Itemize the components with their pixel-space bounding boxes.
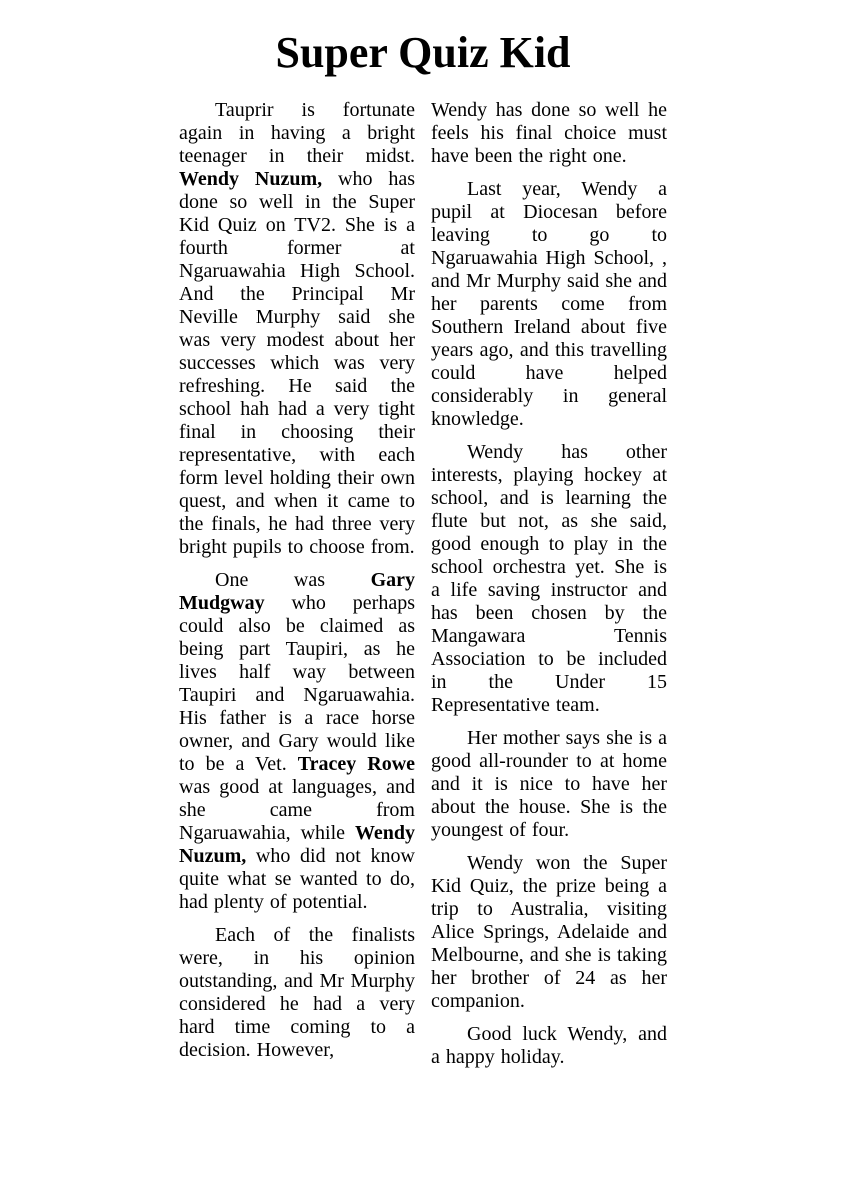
body-text: Tauprir is fortunate again in having a bright teenager in their midst.: [179, 99, 415, 167]
body-text: Her mother says she is a good all-rounder to at home and it is nice to have her about the house. She is the youngest of four.: [431, 727, 667, 841]
paragraph: [431, 99, 667, 168]
article-title: Super Quiz Kid: [275, 28, 571, 77]
body-text: One was: [215, 569, 371, 591]
bold-text: Gary Mudgway: [179, 569, 415, 614]
body-text: who did not know quite what se wanted to do, had plenty of potential.: [179, 845, 415, 913]
paragraph: [431, 178, 667, 431]
column-1: [179, 99, 415, 1079]
body-text: was good at languages, and she came from Ngaruawahia, while: [179, 776, 415, 844]
paragraph: [431, 1023, 667, 1069]
body-text: who perhaps could also be claimed as being part Taupiri, as he lives half way between Taupiri and Ngaruawahia. His father is a race horse owner, and Gary would like to be a Vet.: [179, 592, 415, 775]
bold-text: Wendy Nuzum,: [179, 822, 415, 867]
paragraph: [179, 569, 415, 914]
body-text: Each of the finalists were, in his opinion outstanding, and Mr Murphy considered he had a very hard time coming to a decision. However,: [179, 924, 415, 1061]
article-body: [179, 99, 667, 1079]
paragraph: [431, 852, 667, 1013]
body-text: Good luck Wendy, and a happy holiday.: [431, 1023, 667, 1068]
column-2: [431, 99, 667, 1079]
paragraph: [431, 441, 667, 717]
paragraph: [179, 924, 415, 1062]
body-text: Wendy has other interests, playing hockey at school, and is learning the flute but not, as she said, good enough to play in the school orchestra yet. She is a life saving instructor and has been chosen by the Mangawara Tennis Association to be included in the Under 15 Representative team.: [431, 441, 667, 716]
paragraph: [431, 727, 667, 842]
paragraph: [179, 99, 415, 559]
body-text: Last year, Wendy a pupil at Diocesan before leaving to go to Ngaruawahia High School, , and Mr Murphy said she and her parents come from Southern Ireland about five years ago, and this travelling could have helped considerably in general knowledge.: [431, 178, 667, 430]
bold-text: Wendy Nuzum,: [179, 168, 323, 190]
body-text: Wendy won the Super Kid Quiz, the prize being a trip to Australia, visiting Alice Springs, Adelaide and Melbourne, and she is taking her brother of 24 as her companion.: [431, 852, 667, 1012]
body-text: Wendy has done so well he feels his final choice must have been the right one.: [431, 99, 667, 167]
bold-text: Tracey Rowe: [297, 753, 416, 775]
body-text: who has done so well in the Super Kid Quiz on TV2. She is a fourth former at Ngaruawahia High School. And the Principal Mr Neville Murphy said she was very modest about her successes which was very refreshing. He said the school hah had a very tight final in choosing their representative, with each form level holding their own quest, and when it came to the finals, he had three very bright pupils to choose from.: [179, 168, 416, 558]
